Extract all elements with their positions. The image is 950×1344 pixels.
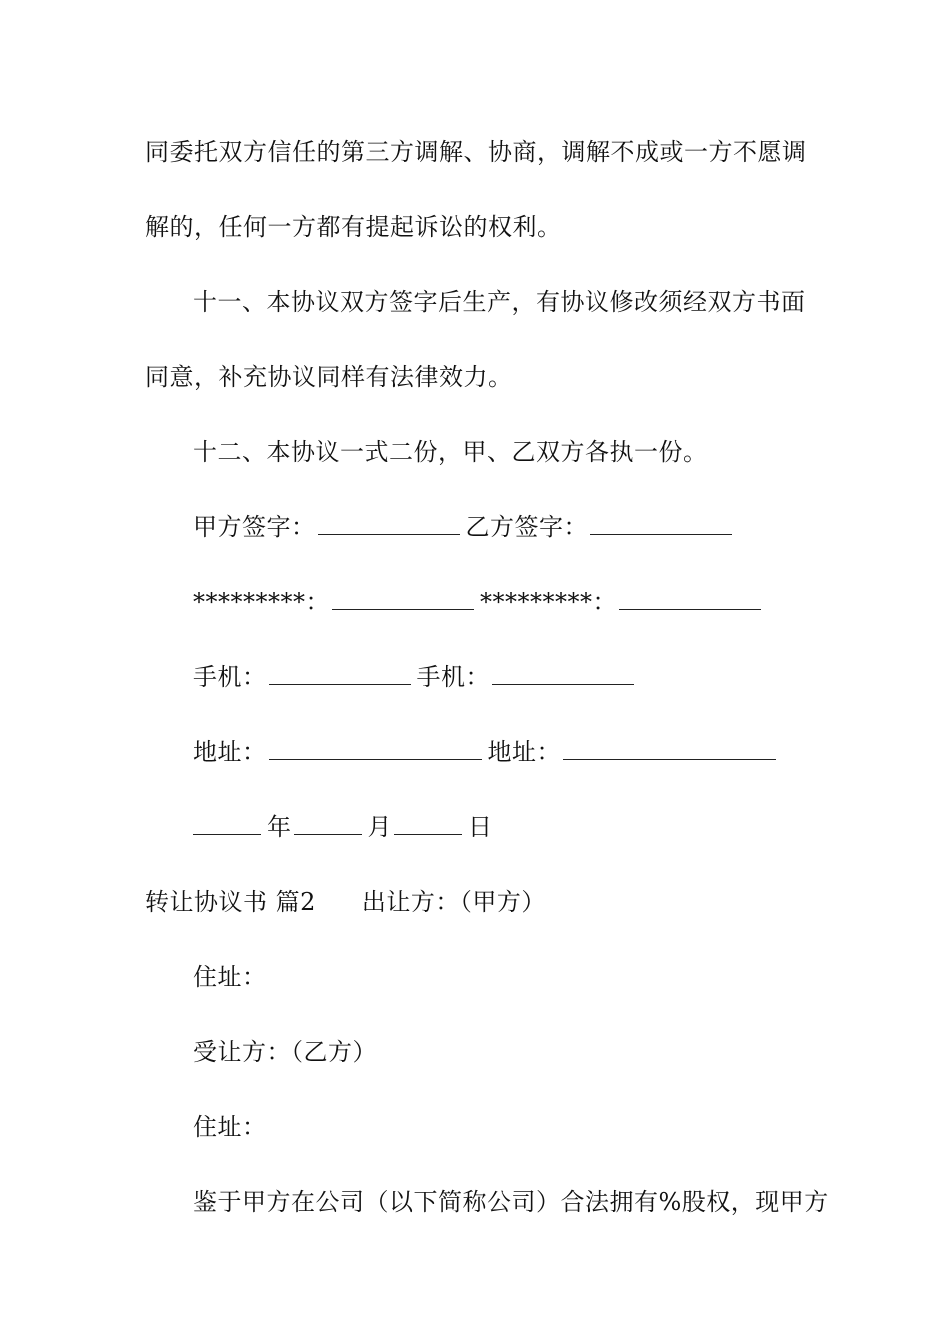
party-b-masked-blank — [619, 587, 761, 610]
party-b-masked-label: *********： — [480, 588, 617, 616]
paragraph-line: 解的，任何一方都有提起诉讼的权利。 — [145, 213, 562, 241]
section-heading: 转让协议书 篇2 — [145, 888, 316, 916]
phone-row — [193, 661, 640, 693]
party-a-masked-label: *********： — [193, 588, 330, 616]
party-a-signature-blank — [318, 512, 460, 535]
year-label: 年 — [267, 813, 292, 841]
signature-row — [193, 511, 738, 543]
day-blank — [394, 812, 462, 835]
year-blank — [193, 812, 261, 835]
transferor-address: 住址： — [193, 963, 267, 991]
party-b-address-blank — [563, 737, 776, 760]
paragraph-line: 同委托双方信任的第三方调解、协商，调解不成或一方不愿调 — [145, 138, 807, 166]
party-a-phone-label: 手机： — [193, 663, 267, 691]
party-a-phone-blank — [269, 662, 411, 685]
party-a-masked-blank — [332, 587, 474, 610]
party-b-phone-blank — [492, 662, 634, 685]
heading-row — [145, 886, 546, 918]
month-blank — [294, 812, 362, 835]
party-b-signature-label: 乙方签字： — [465, 513, 588, 541]
day-label: 日 — [468, 813, 493, 841]
clause-eleven: 十一、本协议双方签字后生产，有协议修改须经双方书面 — [193, 288, 806, 316]
transferor-label: 出让方：（甲方） — [361, 888, 546, 916]
date-row — [193, 811, 493, 843]
paragraph-line: 同意，补充协议同样有法律效力。 — [145, 363, 513, 391]
recital-line: 鉴于甲方在公司（以下简称公司）合法拥有%股权，现甲方 — [193, 1188, 829, 1216]
party-a-signature-label: 甲方签字： — [193, 513, 316, 541]
party-b-signature-blank — [590, 512, 732, 535]
clause-twelve: 十二、本协议一式二份，甲、乙双方各执一份。 — [193, 438, 708, 466]
party-a-address-label: 地址： — [193, 738, 267, 766]
party-b-phone-label: 手机： — [416, 663, 490, 691]
transferee-address: 住址： — [193, 1113, 267, 1141]
transferee-label: 受让方：（乙方） — [193, 1038, 377, 1066]
address-row — [193, 736, 782, 768]
month-label: 月 — [367, 813, 392, 841]
party-a-address-blank — [269, 737, 482, 760]
masked-field-row — [193, 586, 767, 618]
party-b-address-label: 地址： — [487, 738, 561, 766]
